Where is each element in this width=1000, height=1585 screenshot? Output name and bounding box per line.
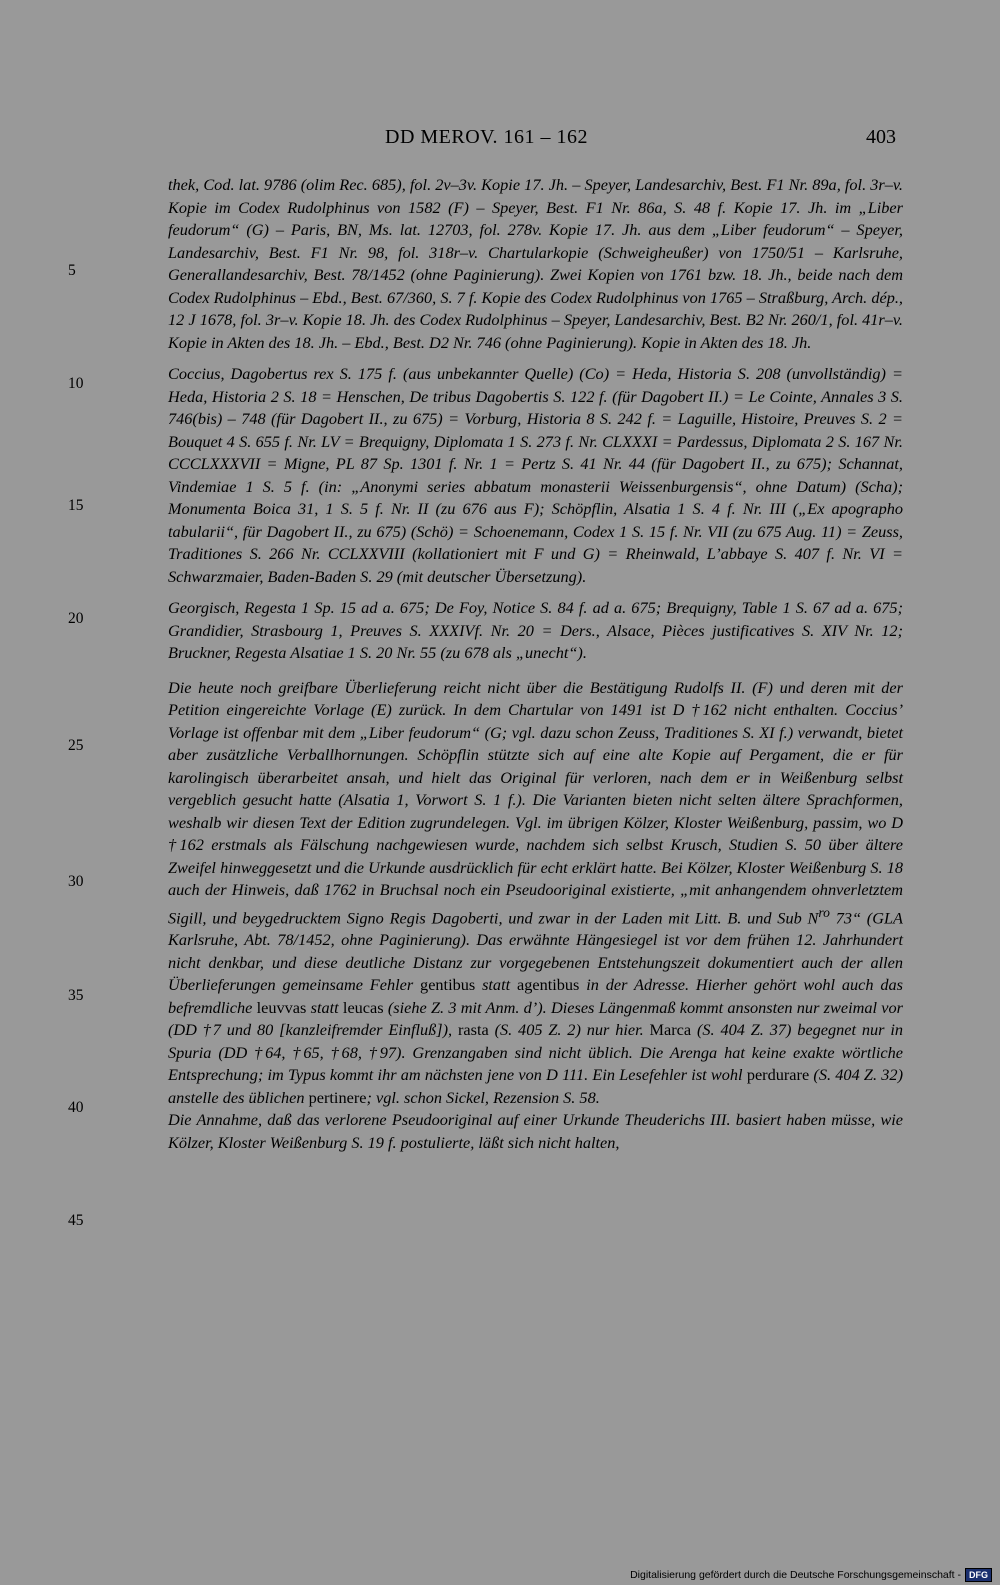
text-run: (siehe Z. 3 mit Anm. d’). Dieses Längenmaß kommt ansonsten nur zweimal vor (DD †7 und 80 [kanzleifremder Einfluß]), <box>168 997 903 1040</box>
line-number: 35 <box>68 987 84 1004</box>
text-run: 73“ (GLA Karlsruhe, Abt. 78/1452, ohne Paginierung). Das erwähnte Hängesiegel ist vor dem frühen 12. Jahrhundert nicht denkbar, und diese deutliche Distanz zur vorgegebenen Entstehungszeit dokumentiert auch der allen Überlieferungen gemeinsame Fehler <box>168 907 903 995</box>
running-header-title: DD MEROV. 161 – 162 <box>385 126 589 148</box>
line-number: 30 <box>68 873 84 890</box>
line-number: 25 <box>68 737 84 754</box>
text-run: statt <box>475 975 517 995</box>
roman-term: perdurare <box>746 1065 810 1085</box>
regesta-paragraph: Georgisch, Regesta 1 Sp. 15 ad a. 675; De Foy, Notice S. 84 f. ad a. 675; Brequigny, Table 1 S. 67 ad a. 675; Grandidier, Strasbourg 1, Preuves S. XXXIVf. Nr. 20 = Ders., Alsace, Pièces justificatives S. XIV Nr. 12; Bruckner, Regesta Alsatiae 1 S. 20 Nr. 55 (zu 678 als „unecht“). <box>168 598 903 662</box>
roman-term: leuvvas <box>256 997 307 1017</box>
roman-term: agentibus <box>516 975 580 995</box>
page-number: 403 <box>866 126 896 148</box>
line-number: 5 <box>68 262 76 279</box>
superscript-run: ro <box>818 904 830 920</box>
text-run: in der Adresse. Hierher gehört wohl auch das befremdliche <box>168 975 903 1017</box>
editions-paragraph: Coccius, Dagobertus rex S. 175 f. (aus unbekannter Quelle) (Co) = Heda, Historia S. 208 (unvollständig) = Heda, Historia 2 S. 18 = Henschen, De tribus Dagobertis S. 122 f. (für Dagobert II.) = Le Cointe, Annales 3 S. 746(bis) – 748 (für Dagobert II., zu 675) = Vorburg, Historia 8 S. 242 f. = Laguille, Histoire, Preuves S. 2 = Bouquet 4 S. 655 f. Nr. LV = Brequigny, Diplomata 1 S. 273 f. Nr. CLXXXI = Pardessus, Diplomata 2 S. 167 Nr. CCCLXXXVII = Migne, PL 87 Sp. 1301 f. Nr. 1 = Pertz S. 41 Nr. 44 (für Dagobert II., zu 675); Schannat, Vindemiae 1 S. 5 f. (in: „Anonymi series abbatum monasterii Weissenburgensis“, ohne Datum) (Scha); Monumenta Boica 31, 1 S. 5 f. Nr. II (zu 676 aus F); Schöpflin, Alsatia 1 S. 4 f. Nr. III („Ex apographo tabularii“, für Dagobert II., zu 675) (Schö) = Schoenemann, Codex 1 S. 15 f. Nr. VII (zu 675 Aug. 11) = Zeuss, Traditiones S. 266 Nr. CCLXXVIII (kollationiert mit F und G) = Rheinwald, L’abbaye S. 407 f. Nr. VI = Schwarzmaier, Baden-Baden S. 29 (mit deutscher Übersetzung). <box>168 364 903 586</box>
digitization-footer <box>630 1568 992 1582</box>
roman-term: leucas <box>342 997 384 1017</box>
roman-term: pertinere <box>308 1087 367 1107</box>
dfg-logo-icon: DFG <box>965 1568 992 1582</box>
line-number: 20 <box>68 610 84 627</box>
roman-term: Marca <box>649 1020 692 1040</box>
text-run: (S. 405 Z. 2) nur hier. <box>488 1020 650 1040</box>
text-run: (S. 404 Z. 32) anstelle des üblichen <box>168 1065 903 1107</box>
text-run: (S. 404 Z. 37) begegnet nur in Spuria (DD †64, †65, †68, †97). Grenzangaben sind nicht üblich. Die Arenga hat keine exakte wörtliche Entsprechung; im Typus kommt ihr am nächsten jene von D 111. Ein Lesefehler ist wohl <box>168 1020 903 1085</box>
text-run: ; vgl. schon Sickel, Rezension S. 58. <box>366 1087 600 1107</box>
line-number: 15 <box>68 497 84 514</box>
text-run: Die heute noch greifbare Überlieferung reicht nicht über die Bestätigung Rudolfs II. (F) und deren mit der Petition eingereichte Vorlage (E) zurück. In dem Chartular von 1491 ist D †162 nicht enthalten. Coccius’ Vorlage ist offenbar mit dem „Liber feudorum“ (G; vgl. dazu schon Zeuss, Traditiones S. XI f.) verwandt, bietet aber zusätzliche Verballhornungen. Schöpflin stützte sich auf eine alte Kopie auf Pergament, die er für karolingisch überarbeitet ansah, und hielt das Original für verloren, nach dem er in Weißenburg selbst vergeblich gesucht hatte (Alsatia 1, Vorwort S. 1 f.). Die Varianten bieten nicht selten ältere Sprachformen, weshalb wir diesen Text der Edition zugrundelegen. Vgl. im übrigen Kölzer, Kloster Weißenburg, passim, wo D †162 erstmals als Fälschung nachgewiesen wurde, nachdem sich selbst Krusch, Studien S. 50 über ältere Zweifel hinweggesetzt und die Urkunde ausdrücklich für echt erklärt hatte. Bei Kölzer, Kloster Weißenburg S. 18 auch der Hinweis, daß 1762 in Bruchsal noch ein Pseudooriginal existierte, „mit anhangendem ohnverletztem Sigill, und beygedrucktem Signo Regis Dagoberti, und zwar in der Laden mit Litt. B. und Sub N <box>168 677 903 927</box>
roman-term: gentibus <box>420 975 476 995</box>
text-run: statt <box>306 997 343 1017</box>
main-text-column <box>168 174 903 1154</box>
footer-text: Digitalisierung gefördert durch die Deutsche Forschungsgemeinschaft - <box>630 1569 961 1581</box>
line-number: 10 <box>68 375 84 392</box>
closing-paragraph: Die Annahme, daß das verlorene Pseudooriginal auf einer Urkunde Theuderichs III. basiert haben müsse, wie Kölzer, Kloster Weißenburg S. 19 f. postulierte, läßt sich nicht halten, <box>168 1110 903 1152</box>
roman-term: rasta <box>457 1020 489 1040</box>
line-number: 45 <box>68 1212 84 1229</box>
line-number: 40 <box>68 1099 84 1116</box>
commentary-paragraph <box>168 677 903 1110</box>
manuscript-tradition-paragraph: thek, Cod. lat. 9786 (olim Rec. 685), fol. 2v–3v. Kopie 17. Jh. – Speyer, Landesarchiv, Best. F1 Nr. 89a, fol. 3r–v. Kopie im Codex Rudolphinus von 1582 (F) – Speyer, Best. F1 Nr. 86a, S. 48 f. Kopie 17. Jh. im „Liber feudorum“ (G) – Paris, BN, Ms. lat. 12703, fol. 278v. Kopie 17. Jh. aus dem „Liber feudorum“ – Speyer, Landesarchiv, Best. F1 Nr. 98, fol. 318r–v. Chartularkopie (Schweigheußer) von 1750/51 – Karlsruhe, Generallandesarchiv, Best. 78/1452 (ohne Paginierung). Zwei Kopien von 1761 bzw. 18. Jh., beide nach dem Codex Rudolphinus – Ebd., Best. 67/360, S. 7 f. Kopie des Codex Rudolphinus von 1765 – Straßburg, Arch. dép., 12 J 1678, fol. 3r–v. Kopie 18. Jh. des Codex Rudolphinus – Speyer, Landesarchiv, Best. B2 Nr. 260/1, fol. 41r–v. Kopie in Akten des 18. Jh. – Ebd., Best. D2 Nr. 746 (ohne Paginierung). Kopie in Akten des 18. Jh. <box>168 175 903 352</box>
